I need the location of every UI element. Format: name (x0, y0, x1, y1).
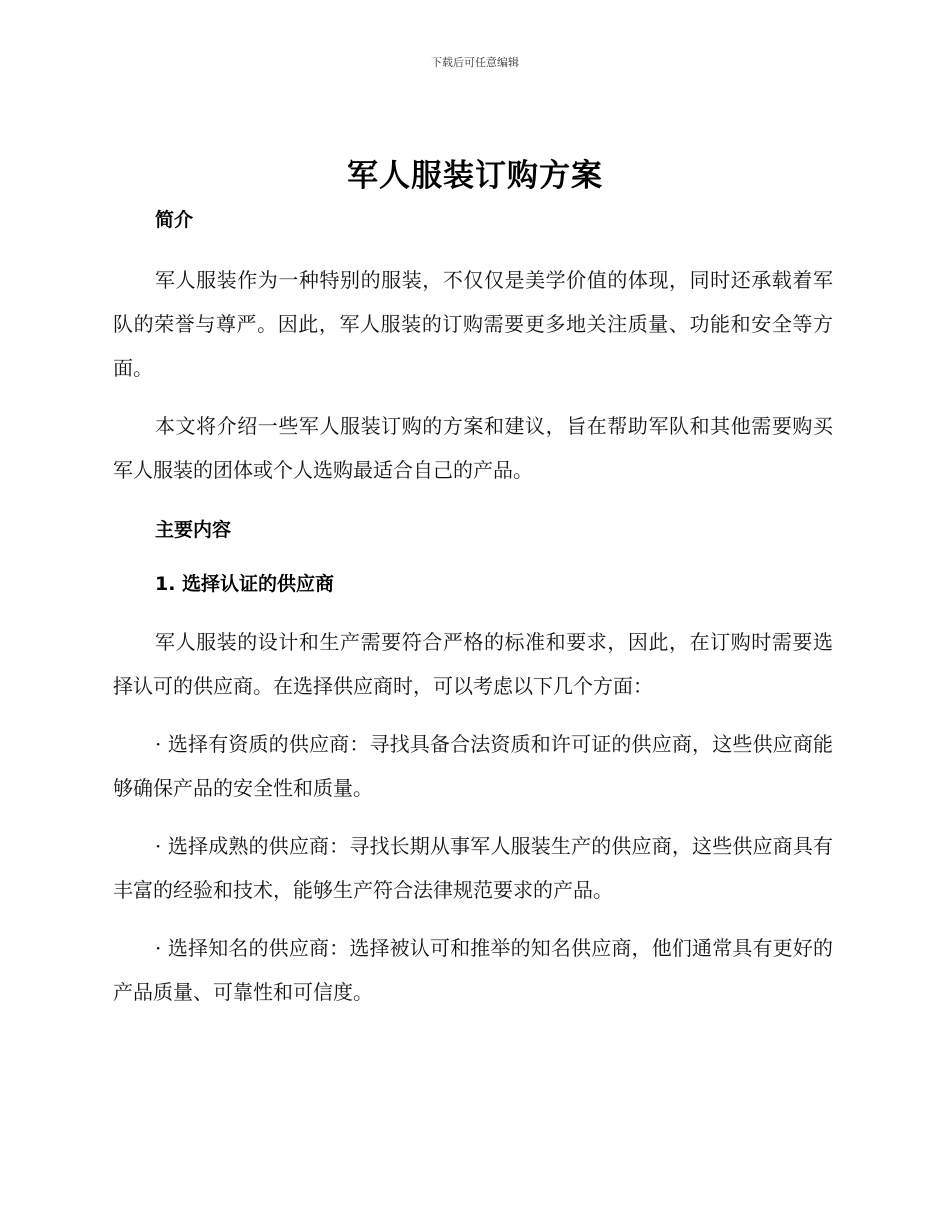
intro-paragraph-2: 本文将介绍一些军人服装订购的方案和建议，旨在帮助军队和其他需要购买军人服装的团体或个人选购最适合自己的产品。 (113, 414, 833, 482)
header-note: 下载后可任意编辑 (431, 56, 519, 69)
main-content-heading: 主要内容 (155, 519, 232, 541)
section-1-paragraph: 军人服装的设计和生产需要符合严格的标准和要求，因此，在订购时需要选择认可的供应商。在选择供应商时，可以考虑以下几个方面： (113, 630, 833, 698)
intro-heading: 简介 (155, 209, 194, 231)
document-title: 军人服装订购方案 (347, 158, 603, 194)
document-body (113, 204, 833, 1014)
bullet-item-mature: · 选择成熟的供应商：寻找长期从事军人服装生产的供应商，这些供应商具有丰富的经验和技术，能够生产符合法律规范要求的产品。 (113, 834, 833, 902)
bullet-item-qualified: · 选择有资质的供应商：寻找具备合法资质和许可证的供应商，这些供应商能够确保产品的安全性和质量。 (113, 732, 833, 800)
bullet-item-well-known: · 选择知名的供应商：选择被认可和推举的知名供应商，他们通常具有更好的产品质量、可靠性和可信度。 (113, 936, 833, 1004)
intro-paragraph-1: 军人服装作为一种特别的服装，不仅仅是美学价值的体现，同时还承载着军队的荣誉与尊严。因此，军人服装的订购需要更多地关注质量、功能和安全等方面。 (113, 268, 833, 380)
section-1-heading: 1. 选择认证的供应商 (155, 573, 335, 595)
